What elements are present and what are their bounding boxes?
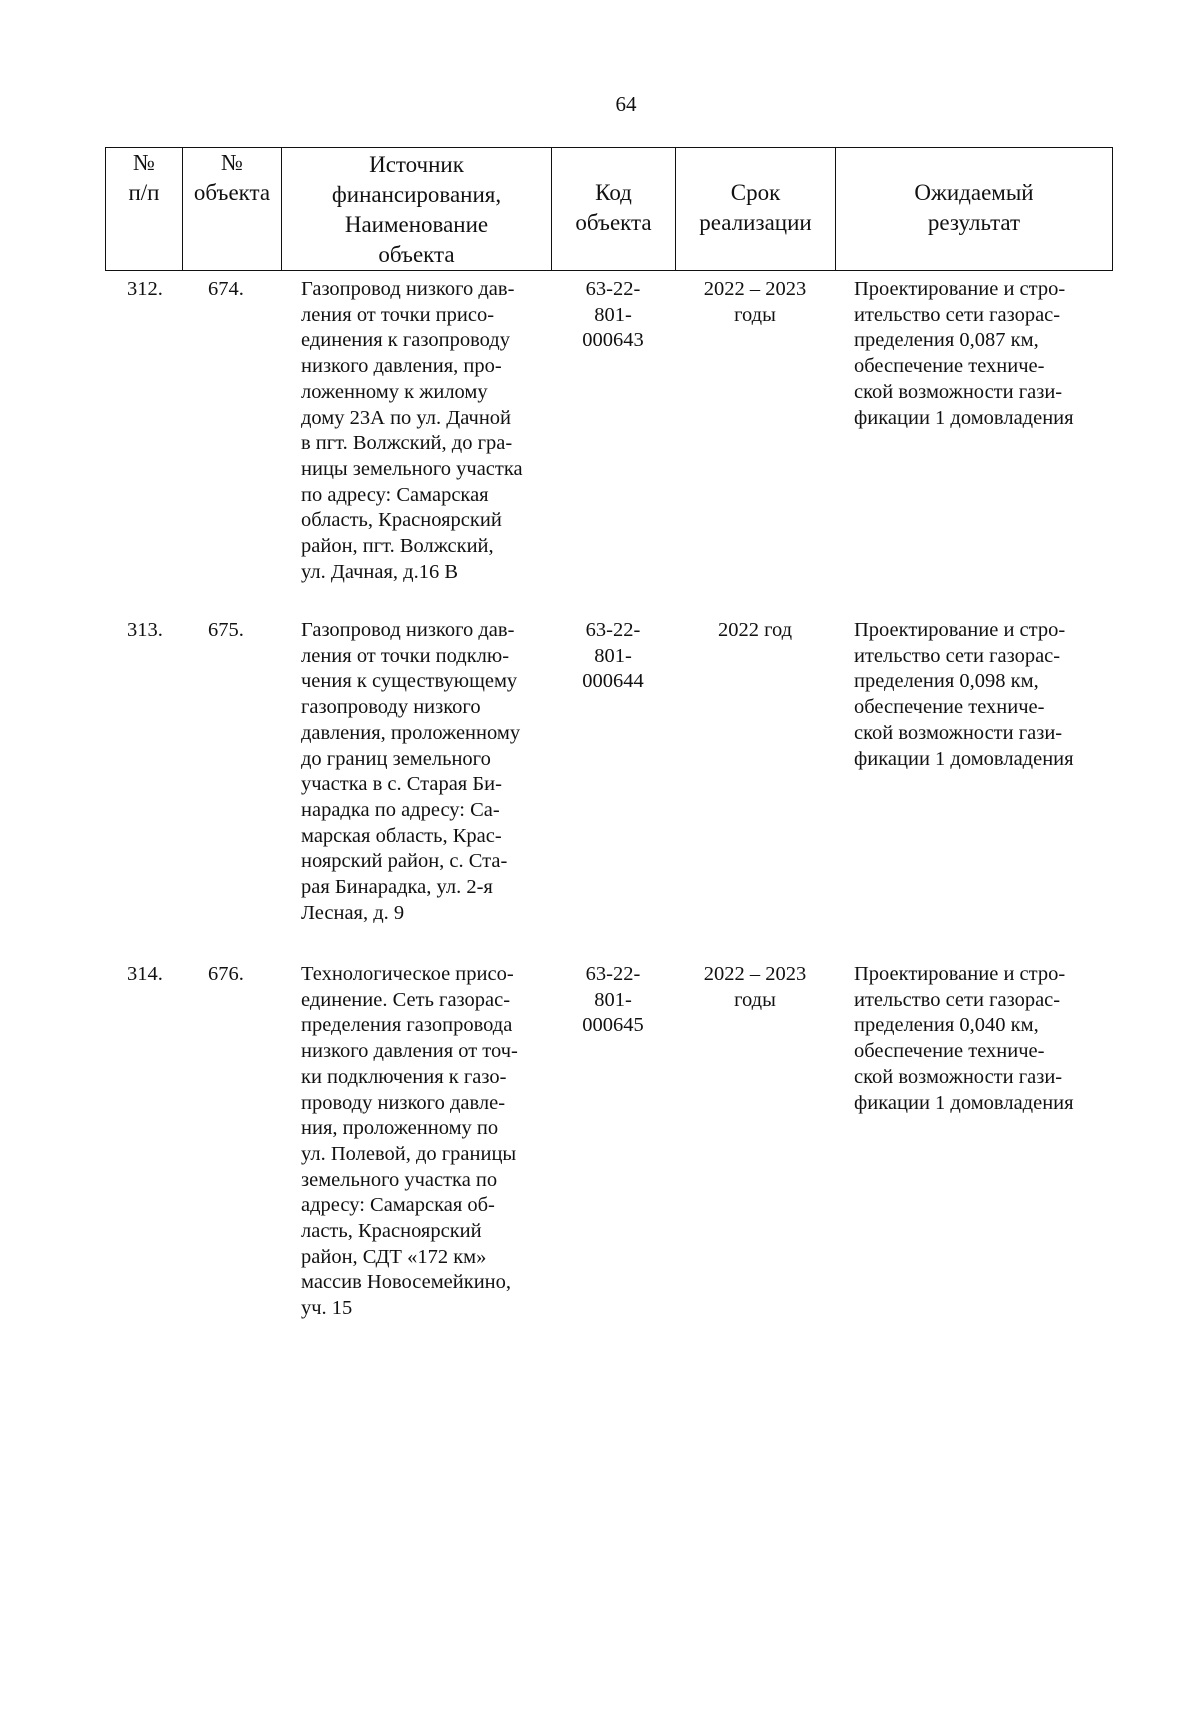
- text-line: ительство сети газорас-: [854, 644, 1061, 667]
- text-line: марская область, Крас-: [301, 824, 502, 847]
- text-line: ительство сети газорас-: [854, 988, 1061, 1011]
- text-line: участка в с. Старая Би-: [301, 773, 502, 796]
- object-code: [551, 618, 675, 695]
- text-line: Газопровод низкого дав-: [301, 619, 515, 641]
- text-line: до границ земельного: [301, 747, 491, 770]
- text-line: ницы земельного участка: [301, 457, 523, 480]
- object-name: [301, 962, 551, 1322]
- text-line: пределения 0,040 км,: [854, 1014, 1039, 1037]
- text-line: ноярский район, с. Ста-: [301, 850, 508, 873]
- text-line: газопроводу низкого: [301, 696, 481, 719]
- header-text: Источник: [369, 152, 464, 177]
- text-line: ки подключения к газо-: [301, 1065, 507, 1088]
- object-name: [301, 618, 551, 926]
- text-line: ления от точки присо-: [301, 303, 495, 326]
- object-number: 676.: [208, 963, 244, 985]
- text-line: низкого давления от точ-: [301, 1040, 518, 1063]
- text-line: 801-: [594, 644, 632, 667]
- text-line: давления, проложенному: [301, 721, 521, 744]
- header-text: результат: [927, 210, 1021, 235]
- text-line: ложенному к жилому: [301, 380, 488, 403]
- text-line: обеспечение техниче-: [854, 1040, 1045, 1063]
- header-text: реализации: [699, 210, 812, 235]
- text-line: Технологическое присо-: [301, 963, 514, 985]
- text-line: 000645: [582, 1014, 644, 1037]
- header-expected-result: [836, 148, 1112, 270]
- table-header: [105, 147, 1113, 271]
- text-line: 2022 – 2023: [703, 278, 807, 300]
- text-line: обеспечение техниче-: [854, 696, 1045, 719]
- text-line: Газопровод низкого дав-: [301, 278, 515, 300]
- header-text: Код: [595, 180, 632, 205]
- implementation-term: [675, 962, 835, 1013]
- text-line: ительство сети газорас-: [854, 303, 1061, 326]
- text-line: пределения газопровода: [301, 1014, 513, 1037]
- text-line: фикации 1 домовладения: [854, 1091, 1074, 1114]
- text-line: пределения 0,087 км,: [854, 329, 1039, 352]
- text-line: адресу: Самарская об-: [301, 1194, 495, 1217]
- text-line: годы: [734, 303, 776, 326]
- text-line: Проектирование и стро-: [854, 963, 1066, 985]
- expected-result: [854, 277, 1124, 431]
- header-text: №: [133, 150, 155, 175]
- row-number: 312.: [127, 278, 163, 300]
- header-source-name: [282, 148, 552, 270]
- text-line: район, СДТ «172 км»: [301, 1245, 487, 1268]
- text-line: нарадка по адресу: Са-: [301, 798, 500, 821]
- header-text: финансирования,: [331, 182, 502, 207]
- text-line: 2022 – 2023: [703, 963, 807, 985]
- text-line: чения к существующему: [301, 670, 518, 693]
- text-line: пределения 0,098 км,: [854, 670, 1039, 693]
- text-line: годы: [734, 988, 776, 1011]
- header-object-code: [552, 148, 676, 270]
- text-line: Проектирование и стро-: [854, 278, 1066, 300]
- text-line: дому 23А по ул. Дачной: [301, 406, 512, 429]
- expected-result: [854, 962, 1124, 1116]
- object-code: [551, 962, 675, 1039]
- text-line: уч. 15: [301, 1297, 353, 1320]
- text-line: ской возможности гази-: [854, 1065, 1063, 1088]
- header-text: Срок: [730, 180, 781, 205]
- header-term: [676, 148, 836, 270]
- header-text: объекта: [575, 210, 652, 235]
- text-line: 63-22-: [585, 619, 641, 641]
- text-line: Лесная, д. 9: [301, 901, 405, 924]
- text-line: 000644: [582, 670, 644, 693]
- text-line: район, пгт. Волжский,: [301, 535, 494, 558]
- text-line: ласть, Красноярский: [301, 1220, 482, 1243]
- header-object-number: [183, 148, 282, 270]
- text-line: 801-: [594, 303, 632, 326]
- text-line: рая Бинарадка, ул. 2-я: [301, 876, 493, 899]
- text-line: ул. Полевой, до границы: [301, 1142, 517, 1165]
- header-text: объекта: [193, 180, 271, 205]
- header-row-number: [106, 148, 183, 270]
- text-line: область, Красноярский: [301, 509, 502, 532]
- header-text: №: [221, 150, 243, 175]
- page-number: 64: [615, 92, 637, 116]
- text-line: Проектирование и стро-: [854, 619, 1066, 641]
- text-line: обеспечение техниче-: [854, 355, 1045, 378]
- header-text: Наименование: [344, 212, 489, 237]
- text-line: в пгт. Волжский, до гра-: [301, 432, 513, 455]
- text-line: фикации 1 домовладения: [854, 747, 1074, 770]
- text-line: 000643: [582, 329, 644, 352]
- text-line: 2022 год: [717, 619, 793, 641]
- text-line: проводу низкого давле-: [301, 1091, 506, 1114]
- object-code: [551, 277, 675, 354]
- text-line: 801-: [594, 988, 632, 1011]
- text-line: ской возможности гази-: [854, 380, 1063, 403]
- text-line: 63-22-: [585, 963, 641, 985]
- header-text: Ожидаемый: [914, 180, 1034, 205]
- row-number: 313.: [127, 619, 163, 641]
- text-line: единение. Сеть газорас-: [301, 988, 511, 1011]
- text-line: 63-22-: [585, 278, 641, 300]
- object-number: 675.: [208, 619, 244, 641]
- header-text: объекта: [378, 242, 455, 267]
- text-line: ления от точки подклю-: [301, 644, 510, 667]
- expected-result: [854, 618, 1124, 772]
- text-line: по адресу: Самарская: [301, 483, 489, 506]
- implementation-term: [675, 618, 835, 644]
- text-line: земельного участка по: [301, 1168, 498, 1191]
- header-text: п/п: [128, 180, 160, 205]
- text-line: ской возможности гази-: [854, 721, 1063, 744]
- text-line: ния, проложенному по: [301, 1117, 499, 1140]
- text-line: массив Новосемейкино,: [301, 1271, 512, 1294]
- text-line: низкого давления, про-: [301, 355, 502, 378]
- object-name: [301, 277, 551, 585]
- text-line: ул. Дачная, д.16 В: [301, 560, 459, 583]
- object-number: 674.: [208, 278, 244, 300]
- text-line: единения к газопроводу: [301, 329, 510, 352]
- row-number: 314.: [127, 963, 163, 985]
- implementation-term: [675, 277, 835, 328]
- text-line: фикации 1 домовладения: [854, 406, 1074, 429]
